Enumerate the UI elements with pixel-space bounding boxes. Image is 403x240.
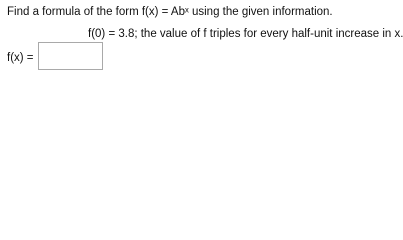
question-prompt: Find a formula of the form f(x) = Abˣ using the given information.: [7, 6, 333, 18]
given-information: f(0) = 3.8; the value of f triples for every half-unit increase in x.: [88, 28, 403, 40]
problem-container: [0, 0, 403, 80]
answer-label: f(x) =: [7, 52, 34, 64]
answer-input[interactable]: [38, 42, 103, 70]
